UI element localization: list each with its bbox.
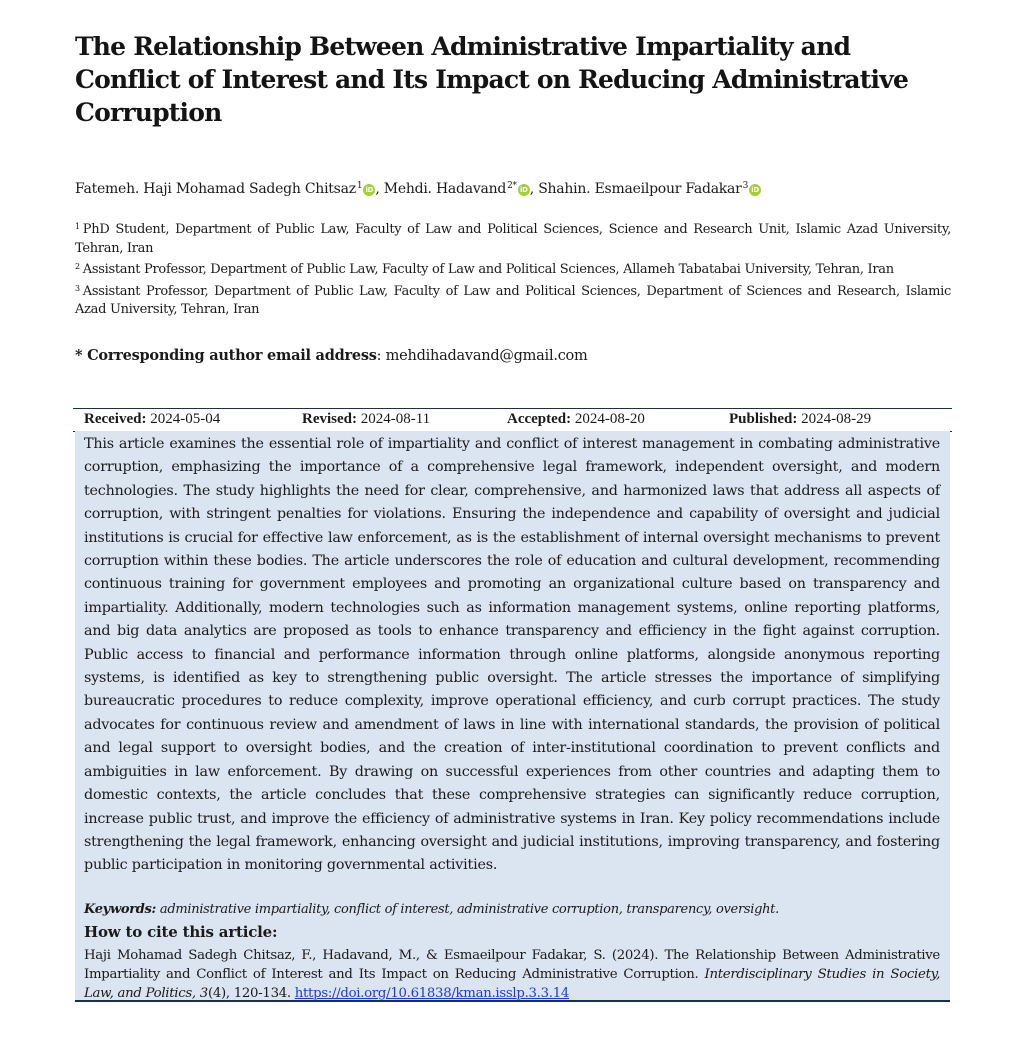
author-name: Mehdi. Hadavand <box>383 181 507 197</box>
affiliation-text: Assistant Professor, Department of Public Law, Faculty of Law and Political Sciences, Department of Sciences and Research, Islamic Azad University, Tehran, Iran <box>75 283 951 317</box>
author-affiliation-mark: 3 <box>742 181 749 191</box>
abstract-panel <box>75 431 950 1002</box>
citation-journal: Interdisciplinary Studies in Society, Law, and Politics, 3 <box>84 967 940 1001</box>
author-affiliation-mark: 2* <box>507 181 517 191</box>
published-label: Published: <box>729 411 798 427</box>
citation-text: Haji Mohamad Sadegh Chitsaz, F., Hadavand, M., & Esmaeilpour Fadakar, S. (2024). The Relationship Between Administrative Impartiality and Conflict of Interest and Its Impact on Reducing Administrative Corruption. <box>84 948 940 982</box>
author-name: Shahin. Esmaeilpour Fadakar <box>538 181 742 197</box>
corresponding-email[interactable]: mehdihadavand@gmail.com <box>385 348 588 364</box>
affiliation-number: 2 <box>75 262 80 271</box>
orcid-icon[interactable]: iD <box>363 184 375 196</box>
author-name: Fatemeh. Haji Mohamad Sadegh Chitsaz <box>75 181 356 197</box>
received-label: Received: <box>84 411 147 427</box>
affiliation <box>75 258 951 280</box>
keywords-text: administrative impartiality, conflict of interest, administrative corruption, transparency, oversight. <box>156 902 779 917</box>
author-list <box>75 176 975 199</box>
revised-value: 2024-08-11 <box>360 411 431 427</box>
received-value: 2024-05-04 <box>150 411 221 427</box>
revised-label: Revised: <box>302 411 357 427</box>
accepted-value: 2024-08-20 <box>574 411 645 427</box>
keywords-label: Keywords: <box>84 902 157 917</box>
affiliation-text: PhD Student, Department of Public Law, Faculty of Law and Political Sciences, Science and Research Unit, Islamic Azad University, Tehran, Iran <box>75 222 951 256</box>
received-date <box>84 411 220 428</box>
author-separator: , <box>529 181 539 197</box>
citation <box>84 946 940 1003</box>
revised-date <box>302 411 430 428</box>
author-separator: , <box>375 181 384 197</box>
article-title: The Relationship Between Administrative Impartiality and Conflict of Interest and Its Impact on Reducing Administrative Corruption <box>75 32 909 127</box>
affiliation-list <box>75 218 951 320</box>
affiliation-number: 1 <box>75 222 80 231</box>
accepted-label: Accepted: <box>507 411 572 427</box>
affiliation-text: Assistant Professor, Department of Public Law, Faculty of Law and Political Sciences, Allameh Tabatabai University, Tehran, Iran <box>82 262 894 277</box>
affiliation-number: 3 <box>75 283 80 293</box>
keywords <box>84 902 944 917</box>
published-date <box>729 411 871 428</box>
abstract-text: This article examines the essential role of impartiality and conflict of interest management in combating administrative corruption, emphasizing the importance of a comprehensive legal framework, independent oversight, and modern technologies. The study highlights the need for clear, comprehensive, and harmonized laws that address all aspects of corruption, with stringent penalties for violations. Ensuring the independence and capability of oversight and judicial institutions is crucial for effective law enforcement, as is the establishment of internal oversight mechanisms to prevent corruption within these bodies. The article underscores the role of education and cultural development, recommending continuous training for government employees and promoting an organizational culture based on transparency and impartiality. Additionally, modern technologies such as information management systems, online reporting platforms, and big data analytics are proposed as tools to enhance transparency and efficiency in the fight against corruption. Public access to financial and performance information through online platforms, alongside anonymous reporting systems, is identified as key to strengthening public oversight. The article stresses the importance of simplifying bureaucratic procedures to reduce complexity, improve operational efficiency, and curb corrupt practices. The study advocates for continuous review and amendment of laws in line with international standards, the provision of political and legal support to oversight bodies, and the creation of inter-institutional coordination to prevent conflicts and ambiguities in law enforcement. By drawing on successful experiences from other countries and adapting them to domestic contexts, the article concludes that these comprehensive strategies can significantly reduce corruption, increase public trust, and improve the efficiency of administrative systems in Iran. Key policy recommendations include strengthening the legal framework, enhancing oversight and judicial institutions, improving transparency, and fostering public participation in monitoring governmental activities. <box>84 436 940 874</box>
article-dates-bar <box>73 408 952 432</box>
author-affiliation-mark: 1 <box>356 181 363 191</box>
orcid-icon[interactable]: iD <box>518 184 530 196</box>
accepted-date <box>507 411 645 428</box>
doi-link[interactable]: https://doi.org/10.61838/kman.isslp.3.3.14 <box>294 986 570 1001</box>
corresponding-label: * Corresponding author email address <box>75 347 377 364</box>
corresponding-colon: : <box>376 348 386 364</box>
affiliation <box>75 218 951 258</box>
corresponding-author <box>75 347 588 364</box>
citation-issue: (4), 120-134. <box>207 986 295 1001</box>
published-value: 2024-08-29 <box>801 411 872 427</box>
how-to-cite-heading: How to cite this article: <box>84 923 278 941</box>
orcid-icon[interactable]: iD <box>749 184 761 196</box>
affiliation <box>75 280 951 320</box>
